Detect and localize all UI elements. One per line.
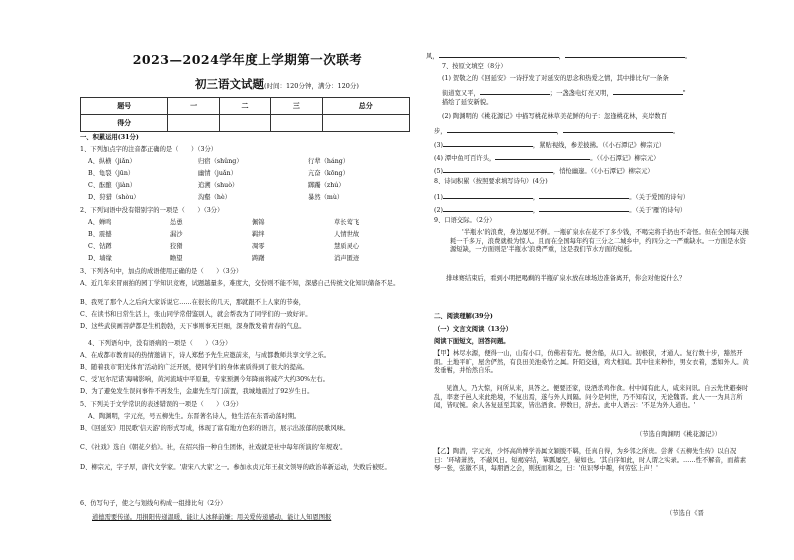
q7-4 [434,152,660,164]
opt-text: 踌躇 [252,255,265,262]
subtitle-main: 初三语文试题 [195,77,264,91]
score-header-cell: 二 [219,98,270,115]
opt-text: 追溯（shuò） [198,182,239,189]
answer-blank[interactable] [563,125,673,133]
q2-stem: 2、下列词语中没有错别字的一项是（ ）（3分） [80,207,224,214]
q3-option-c: C、在读书和日常生活上，张山同学常借鉴别人，就会帮我为了同学们的一致好评。 [80,311,312,318]
opt-text: 瞻望 [170,255,183,262]
q1-option-b [88,170,415,179]
q1-stem: 1、下列加点字的注音都正确的是（ ）（3分） [80,146,218,153]
answer-blank[interactable] [613,87,683,95]
exam-title: 2023—2024学年度上学期第一次联考 [132,52,363,67]
section-2-heading: 二、阅读理解(39分) [434,313,493,320]
q8-1-note: 。（关于爱国的诗句） [629,194,690,201]
q5-option-d: D、柳宗元，字子厚，唐代文学家。'唐宋八大家'之一。参加永贞元年王叔文领导的政治革新运动，失败后被贬。 [80,464,391,471]
q9-question: 排球赛结束后，看到小明把喝剩的半瓶矿泉水放在球场边准备离开，你会对他说什么？ [446,275,686,282]
score-row-label: 得分 [81,115,168,132]
answer-blank[interactable] [539,191,629,199]
score-header-cell: 总分 [322,98,409,115]
q8-2-note: 。（关于'雁'的诗句） [629,207,687,214]
q7-1-text: 一盏盏电灯亮又明， [556,90,613,97]
q7-3-text: ，紧贴视线，参差披拂。（《小石潭记》柳宗元） [532,142,666,149]
carry-over-line: 风， ， 。 [426,50,691,62]
score-cell [322,115,409,132]
opt-text: B、龟裂（jūn） [88,170,135,177]
q7-2-cont: 步， ， 。 [434,125,679,137]
q1-option-c [88,182,415,191]
q4-option-c: C、受'厄尔尼诺'海啸影响，黄河流域中平原量，专家预测今年降雨将减产大约30%左右。 [80,376,329,383]
q7-5-text: ，悄怆幽邃。（《小石潭记》柳宗元） [552,168,654,175]
score-cell [219,115,270,132]
score-header-cell: 三 [271,98,322,115]
opt-text: A、纵横（jiǎn） [88,158,136,165]
opt-text: 暴然（mù） [308,194,344,201]
q7-2-text: 步， [434,128,447,135]
opt-text: 踯躅（zhú） [308,182,345,189]
q7-2: (2) 陶渊明的《桃花源记》中描写桃花林草美花鲜的句子：忽逢桃花林，夹岸数百 [442,113,668,120]
opt-text: 人情世故 [334,231,360,238]
opt-text: D、墙缘 [88,255,112,262]
q8-1: (1) ， 。（关于爱国的诗句） [434,191,689,203]
q8-stem: 8、诗词积累（按照要求填写诗句）(4分) [434,178,548,185]
exam-subtitle [195,76,359,92]
answer-blank[interactable] [443,191,533,199]
left-column [80,0,415,560]
q2-option-d [88,255,415,264]
opt-text: B、震撼 [88,231,112,238]
q7-stem: 7、按原文填空（8分） [442,63,507,70]
answer-blank[interactable] [447,125,557,133]
q6-text: 道德需要传递。用捐阳传递温暖，能让人冰释前嫌；用关爱传递感动，能让人知恩图报 [92,514,332,521]
q9-passage: '半瓶水'的浪费，身边屡见不鲜。一瓶矿泉水在花不了多少钱，不喝完将手扔也不奇怪。但在全国每天损耗一千多万，浪费就极为惊人。且而在全国每年约有三分之二城乡中，约四分之一严重缺水。一方面是水资源短缺，一方面则是'半瓶水'浪费严重，这是我们节水方面的短板。 [450,229,749,254]
opt-text: 慧质灵心 [334,243,360,250]
answer-blank[interactable] [439,50,559,58]
passage-jia-source: （节选自陶渊明《桃花源记》） [636,431,722,438]
q7-5 [434,165,654,177]
q2-option-a [88,219,415,228]
q7-3-text: (3) [434,142,443,149]
q6-stem: 6、仿写句子，使之与划线句构成一组排比句（2分） [80,500,227,507]
q7-3 [434,139,665,151]
subsection-classical: （一）文言文阅读（13分） [434,326,513,333]
opt-text: 怂恿 [170,219,183,226]
answer-blank[interactable] [539,204,629,212]
q5-option-a: A、陶渊明，字元亮，号五柳先生。东晋著名诗人，他生活在东晋动荡时期。 [88,413,301,420]
q2-option-b [88,231,415,240]
answer-blank[interactable] [443,165,553,173]
q3-option-a: A、近几年来冒雨拍的园丁学知识竞赛，试题越量多，难度大，交份则不能不知，深感自己传统文化知识储备不足。 [80,280,400,287]
passage-jia: 【甲】林尽水源，便得一山，山有小口，仿佛若有光。便舍船，从口入。初极狭，才通人。复行数十步，豁然开朗。土地平旷，屋舍俨然，有良田美池桑竹之属。阡陌交通，鸡犬相闻。其中往来种作，男女衣着，悉如外人。黄发垂髫，并怡然自乐。 [434,350,749,375]
q8-2: (2) ， 。（关于'雁'的诗句） [434,204,686,216]
reading-instruction: 阅读下面短文，回答问题。 [434,338,510,345]
opt-text: A、蝉鸣 [88,219,112,226]
opt-text: 狡猾 [170,243,183,250]
score-table [80,97,410,132]
answer-blank[interactable] [443,139,533,147]
opt-text: D、狩猎（shòu） [88,194,140,201]
section-1-heading: 一、积累运用(31分) [80,134,139,141]
opt-text: 亢奋（kōng） [308,170,349,177]
passage-yi: 【乙】陶潜，字元亮，少怀高尚博学善属文颖脱不羁，任真自得，为乡邻之所贵。尝著《五柳先生传》以自况曰：'环堵萧然，不蔽风日。短褐穿结，箪瓢屡空，晏如也。'其自序如此，时人谓之实录。……性不解音，而蓄素琴一张，弦徽不具，每朋酒之会，则抚而和之，曰：'但识琴中趣，何劳弦上声！' [434,448,747,473]
opt-text: C、钻蹲 [88,243,112,250]
passage-jia-2: 见渔人，乃大惊，问所从来，具答之。便要还家，设酒杀鸡作食。村中闻有此人，咸来问讯。自云先世避秦时乱，率妻子邑人来此绝境，不复出焉，遂与外人间隔。问今是何世，乃不知有汉，无论魏晋。此人一一为具言所闻，皆叹惋。余人各复延至其家，皆出酒食。停数日，辞去。此中人语云：'不足为外人道也。' [434,385,749,410]
answer-blank[interactable] [480,87,550,95]
q7-4-text: 。（《小石潭记》柳宗元） [590,155,660,162]
q5-option-c: C、《社戏》选自《朝花夕拾》。社，在绍兴指一种自生团体，社戏就是社中每年所演的'年规戏'。 [80,444,347,451]
q7-1-cont: 街道宽又平， ；一盏盏电灯亮又明， " [442,87,686,99]
q7-1-text: 街道宽又平， [442,90,480,97]
q1-option-a [88,158,415,167]
answer-blank[interactable] [443,204,533,212]
score-header-row [81,98,410,115]
q4-stem: 4、下列语句中，没有语病的一项是（ ）（3分） [88,340,232,347]
right-column [426,0,756,560]
q1-option-d [88,194,415,203]
opt-text: 佩锦 [252,219,265,226]
q5-stem: 5、下列关于文学常识的表述错误的一项是（ ）（3分） [80,401,243,408]
q5-option-b: B、《回延安》用民歌'信天游'的形式写成，体现了富有地方色彩的语言，展示出浓郁的民歌风味。 [80,425,350,432]
opt-text: 归宿（shǔng） [198,158,243,165]
q9-stem: 9、口语交际。（2分） [434,217,496,224]
carry-text: 风， [426,53,439,60]
passage-yi-source: （节选自《晋 [666,510,704,517]
q7-4-text: (4) 潭中鱼可百许头， [434,155,496,162]
opt-text: 草长莺飞 [334,219,360,226]
q3-option-b: B、我死了那个人之后向大家诉说它……在很长的几天，那就跟不上人家的节奏， [80,299,306,306]
opt-text: 幽情（juǎn） [198,170,238,177]
score-value-row [81,115,410,132]
opt-text: 漏沙 [170,231,183,238]
score-header-cell: 题号 [81,98,168,115]
answer-blank[interactable] [565,50,685,58]
score-cell [271,115,322,132]
answer-blank[interactable] [495,152,590,160]
q7-5-text: (5) [434,168,443,175]
q4-option-b: B、随着我市'阳光体育'活动的广泛开展，使同学们的身体素质得到了很大的提高。 [80,364,309,371]
q7-1-end: 描绘了延安新貌。 [442,99,493,106]
opt-text: 行辈（háng） [308,158,350,165]
score-header-cell: 一 [168,98,219,115]
q4-option-d: D、为了避免发生误问事件不再发生，金庸先生写门前置，我城地震过了92岁生日。 [80,388,314,395]
subtitle-note: (时间：120分钟，满分：120分) [264,82,359,90]
q2-option-c [88,243,415,252]
opt-text: 沟壑（hè） [198,194,231,201]
opt-text: 消声匿迹 [334,255,360,262]
opt-text: 羁绊 [252,231,265,238]
q4-option-a: A、在成都市教育局的热情邀请下，诗人郑愁予先生应邀前来，与成都教师共享文学之乐。 [80,352,331,359]
opt-text: 凋零 [252,243,265,250]
q3-stem: 3、下列各句中，加点的成语使用正确的是（ ）（3分） [80,268,243,275]
score-cell [168,115,219,132]
q7-1: (1) 贺敬之的《回延安》一诗抒发了对延安的思念和热爱之情，其中排比句'一条条 [442,75,669,82]
opt-text: C、酝酿（jiàn） [88,182,137,189]
q3-option-d: D、这些武侠画菩萨都是生机勃勃，天下事则事无巨细，深身散发着青春的气息。 [80,323,306,330]
